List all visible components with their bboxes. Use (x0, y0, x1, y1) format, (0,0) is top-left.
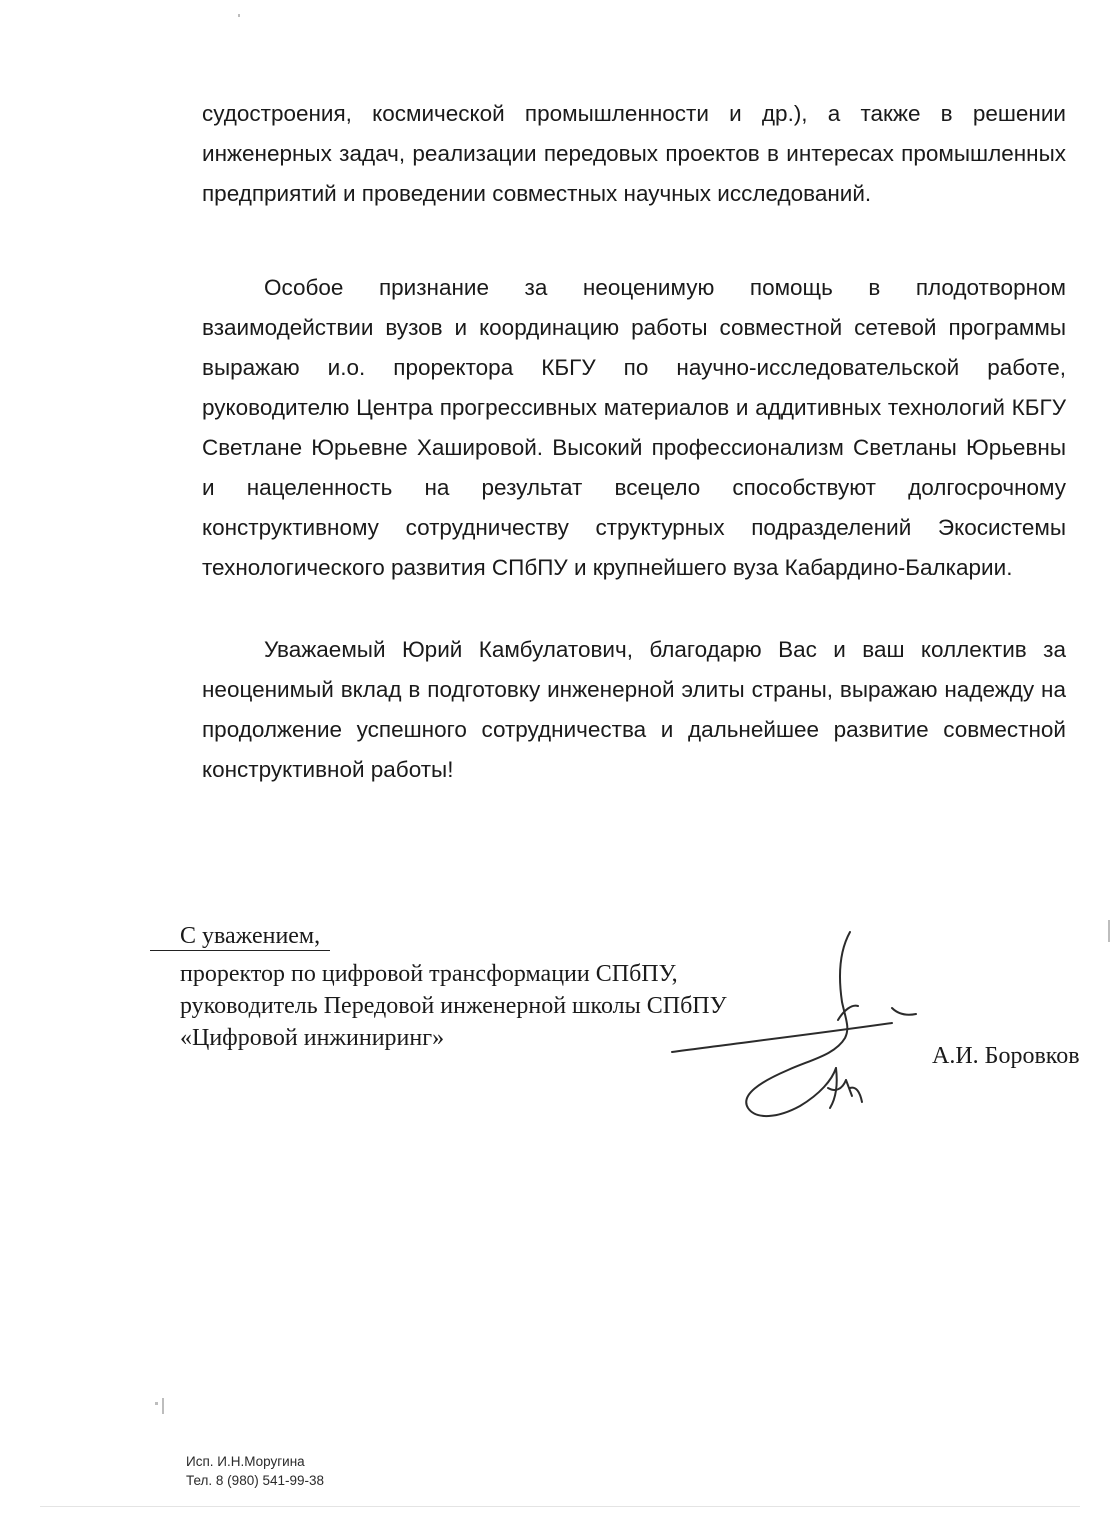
letter-paragraph-1 (202, 94, 1066, 214)
letter-paragraph-2 (202, 268, 1066, 588)
document-footer (186, 1452, 324, 1490)
handwritten-signature (660, 920, 930, 1140)
position-line-3: «Цифровой инжиниринг» (180, 1025, 445, 1051)
signer-position (180, 958, 727, 1054)
position-line-1: проректор по цифровой трансформации СПбПУ, (180, 961, 678, 987)
executor-line: Исп. И.Н.Моругина (186, 1454, 305, 1469)
closing-regards: С уважением, (180, 923, 321, 949)
paragraph-text: Особое признание за неоценимую помощь в плодотворном взаимодействии вузов и координацию работы совместной сетевой программы выражаю и.о. проректора КБГУ по научно-исследовательской работе, руководителю Центра прогрессивных материалов и аддитивных технологий КБГУ Светлане Юрьевне Хашировой. Высокий профессионализм Светланы Юрьевны и нацеленность на результат всецело способствуют долгосрочному конструктивному сотрудничеству структурных подразделений Экосистемы технологического развития СПбПУ и крупнейшего вуза Кабардино-Балкарии. (202, 275, 1066, 580)
scan-artifact (155, 1402, 158, 1405)
paragraph-text: судостроения, космической промышленности и др.), а также в решении инженерных задач, реализации передовых проектов в интересах промышленных предприятий и проведении совместных научных исследований. (202, 101, 1066, 206)
page-edge-line (40, 1506, 1080, 1507)
scan-artifact (162, 1398, 164, 1414)
regards-underline (150, 950, 330, 951)
signer-name: А.И. Боровков (932, 1043, 1080, 1069)
phone-line: Тел. 8 (980) 541-99-38 (186, 1473, 324, 1488)
paragraph-text: Уважаемый Юрий Камбулатович, благодарю Вас и ваш коллектив за неоценимый вклад в подготовку инженерной элиты страны, выражаю надежду на продолжение успешного сотрудничества и дальнейшее развитие совместной конструктивной работы! (202, 637, 1066, 782)
position-line-2: руководитель Передовой инженерной школы СПбПУ (180, 993, 727, 1019)
scan-artifact (1108, 920, 1110, 942)
scan-artifact (238, 14, 240, 17)
letter-paragraph-3 (202, 630, 1066, 790)
